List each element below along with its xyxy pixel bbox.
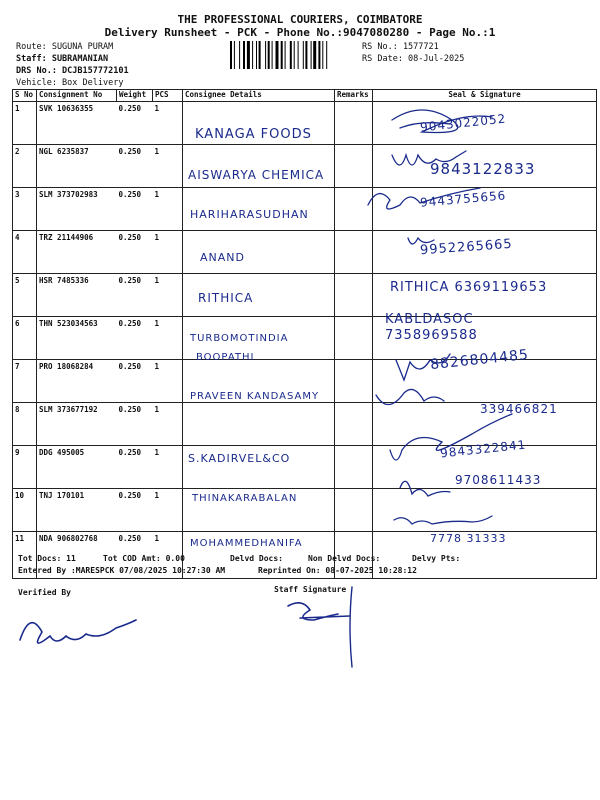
- seal-note: 9043022052: [419, 111, 507, 135]
- barcode-bar: [276, 41, 279, 69]
- consignee-cell: [183, 403, 335, 446]
- verified-signature: [20, 620, 136, 643]
- weight: 0.250: [117, 317, 153, 360]
- seal-note: 9843322841: [439, 437, 527, 461]
- col-remarks: Remarks: [335, 90, 373, 102]
- sno: 5: [13, 274, 37, 317]
- barcode-bar: [290, 41, 292, 69]
- delvd-docs: Delvd Docs:: [230, 554, 283, 563]
- seal-note: RITHICA 6369119653: [390, 280, 548, 295]
- staff-label: Staff: SUBRAMANIAN: [16, 54, 109, 64]
- seal-note: 9843122833: [430, 160, 536, 178]
- barcode-bar: [243, 41, 245, 69]
- consignee-name: TURBOMOTINDIA: [190, 333, 289, 344]
- barcode-bar: [318, 41, 320, 69]
- weight: 0.250: [117, 489, 153, 532]
- consignment-no: THN 523034563: [37, 317, 117, 360]
- reprinted-on: Reprinted On: 08-07-2025 10:28:12: [258, 566, 417, 575]
- entered-by: Entered By :MARESPCK 07/08/2025 10:27:30 AM: [18, 566, 226, 575]
- consignment-no: NGL 6235837: [37, 145, 117, 188]
- verified-by-label: Verified By: [18, 588, 71, 597]
- col-weight: Weight: [117, 90, 153, 102]
- remarks-cell: [335, 145, 373, 188]
- weight: 0.250: [117, 403, 153, 446]
- pcs: 1: [153, 446, 183, 489]
- non-delvd-docs: Non Delvd Docs:: [308, 554, 381, 563]
- seal-note: 9443755656: [419, 188, 507, 210]
- consignee-name: AISWARYA CHEMICA: [188, 168, 325, 182]
- remarks-cell: [335, 403, 373, 446]
- barcode-bar: [259, 41, 261, 69]
- seal-cell: [373, 489, 597, 532]
- barcode-bar: [326, 41, 327, 69]
- rs-number: RS No.: 1577721: [362, 42, 439, 52]
- weight: 0.250: [117, 231, 153, 274]
- consignee-name: THINAKARABALAN: [192, 493, 298, 504]
- seal-note: 339466821: [480, 402, 558, 416]
- consignment-no: TNJ 170101: [37, 489, 117, 532]
- sno: 7: [13, 360, 37, 403]
- barcode-bar: [239, 41, 240, 69]
- weight: 0.250: [117, 532, 153, 579]
- seal-note: 8826804485: [429, 346, 530, 374]
- weight: 0.250: [117, 446, 153, 489]
- seal-note: 9708611433: [455, 473, 542, 487]
- company-title: THE PROFESSIONAL COURIERS, COIMBATORE: [177, 13, 423, 26]
- barcode-bar: [303, 41, 304, 69]
- pcs: 1: [153, 360, 183, 403]
- sno: 10: [13, 489, 37, 532]
- weight: 0.250: [117, 102, 153, 145]
- staff-signature: [288, 603, 350, 620]
- col-pcs: PCS: [153, 90, 183, 102]
- consignee-name: HARIHARASUDHAN: [190, 208, 309, 221]
- barcode-bar: [322, 41, 323, 69]
- weight: 0.250: [117, 188, 153, 231]
- col-sno: S No: [13, 90, 37, 102]
- seal-note: KABLDASOC 7358969588: [385, 312, 478, 343]
- staff-signature-line: [350, 587, 352, 667]
- remarks-cell: [335, 102, 373, 145]
- col-consignee: Consignee Details: [183, 90, 335, 102]
- runsheet-title: Delivery Runsheet - PCK - Phone No.:9047080280 - Page No.:1: [104, 26, 496, 39]
- sno: 9: [13, 446, 37, 489]
- consignee-name: ANAND: [200, 251, 245, 264]
- col-seal: Seal & Signature: [373, 90, 597, 102]
- sno: 1: [13, 102, 37, 145]
- sno: 3: [13, 188, 37, 231]
- pcs: 1: [153, 403, 183, 446]
- consignment-no: NDA 906802768: [37, 532, 117, 579]
- consignment-no: SLM 373702983: [37, 188, 117, 231]
- consignee-name: S.KADIRVEL&CO: [188, 452, 291, 465]
- tot-docs: Tot Docs: 11: [18, 554, 76, 563]
- barcode-bar: [230, 41, 232, 69]
- barcode-bar: [234, 41, 235, 69]
- barcode-bar: [265, 41, 266, 69]
- remarks-cell: [335, 231, 373, 274]
- remarks-cell: [335, 446, 373, 489]
- seal-note: 7778 31333: [430, 532, 507, 545]
- barcode-bar: [285, 41, 286, 69]
- consignee-name: MOHAMMEDHANIFA: [190, 538, 303, 549]
- consignee-name: PRAVEEN KANDASAMY: [190, 391, 320, 402]
- barcode-icon: [230, 41, 356, 69]
- barcode-bar: [268, 41, 270, 69]
- remarks-cell: [335, 489, 373, 532]
- remarks-cell: [335, 188, 373, 231]
- consignment-no: SVK 10636355: [37, 102, 117, 145]
- pcs: 1: [153, 188, 183, 231]
- pcs: 1: [153, 145, 183, 188]
- pcs: 1: [153, 489, 183, 532]
- barcode-bar: [298, 41, 299, 69]
- remarks-cell: [335, 317, 373, 360]
- sno: 4: [13, 231, 37, 274]
- consignee-name: BOOPATHI: [196, 352, 255, 363]
- barcode-bar: [294, 41, 295, 69]
- pcs: 1: [153, 317, 183, 360]
- barcode-bar: [272, 41, 273, 69]
- pcs: 1: [153, 274, 183, 317]
- col-consignment: Consignment No: [37, 90, 117, 102]
- barcode-bar: [305, 41, 307, 69]
- remarks-cell: [335, 360, 373, 403]
- drs-number: DRS No.: DCJB157772101: [16, 66, 129, 76]
- weight: 0.250: [117, 360, 153, 403]
- barcode-bar: [247, 41, 250, 69]
- table-row: [13, 489, 597, 532]
- pcs: 1: [153, 231, 183, 274]
- barcode-bar: [311, 41, 312, 69]
- consignment-no: TRZ 21144906: [37, 231, 117, 274]
- weight: 0.250: [117, 145, 153, 188]
- pcs: 1: [153, 532, 183, 579]
- consignment-no: SLM 373677192: [37, 403, 117, 446]
- sno: 2: [13, 145, 37, 188]
- barcode-bar: [313, 41, 316, 69]
- barcode-bar: [281, 41, 283, 69]
- barcode-bar: [256, 41, 257, 69]
- consignment-no: HSR 7485336: [37, 274, 117, 317]
- sno: 6: [13, 317, 37, 360]
- rs-date: RS Date: 08-Jul-2025: [362, 54, 465, 64]
- sno: 11: [13, 532, 37, 579]
- remarks-cell: [335, 274, 373, 317]
- tot-cod: Tot COD Amt: 0.00: [103, 554, 185, 563]
- delvy-pts: Delvy Pts:: [412, 554, 461, 563]
- consignment-no: DDG 495005: [37, 446, 117, 489]
- table-header: [13, 90, 597, 102]
- barcode-bar: [252, 41, 253, 69]
- consignment-no: PRO 18068284: [37, 360, 117, 403]
- seal-note: 9952265665: [419, 236, 514, 259]
- sno: 8: [13, 403, 37, 446]
- consignee-name: KANAGA FOODS: [195, 127, 312, 142]
- staff-signature-label: Staff Signature: [274, 585, 347, 594]
- vehicle-label: Vehicle: Box Delivery: [16, 78, 124, 88]
- route-label: Route: SUGUNA PURAM: [16, 42, 114, 52]
- weight: 0.250: [117, 274, 153, 317]
- pcs: 1: [153, 102, 183, 145]
- consignee-name: RITHICA: [198, 291, 254, 305]
